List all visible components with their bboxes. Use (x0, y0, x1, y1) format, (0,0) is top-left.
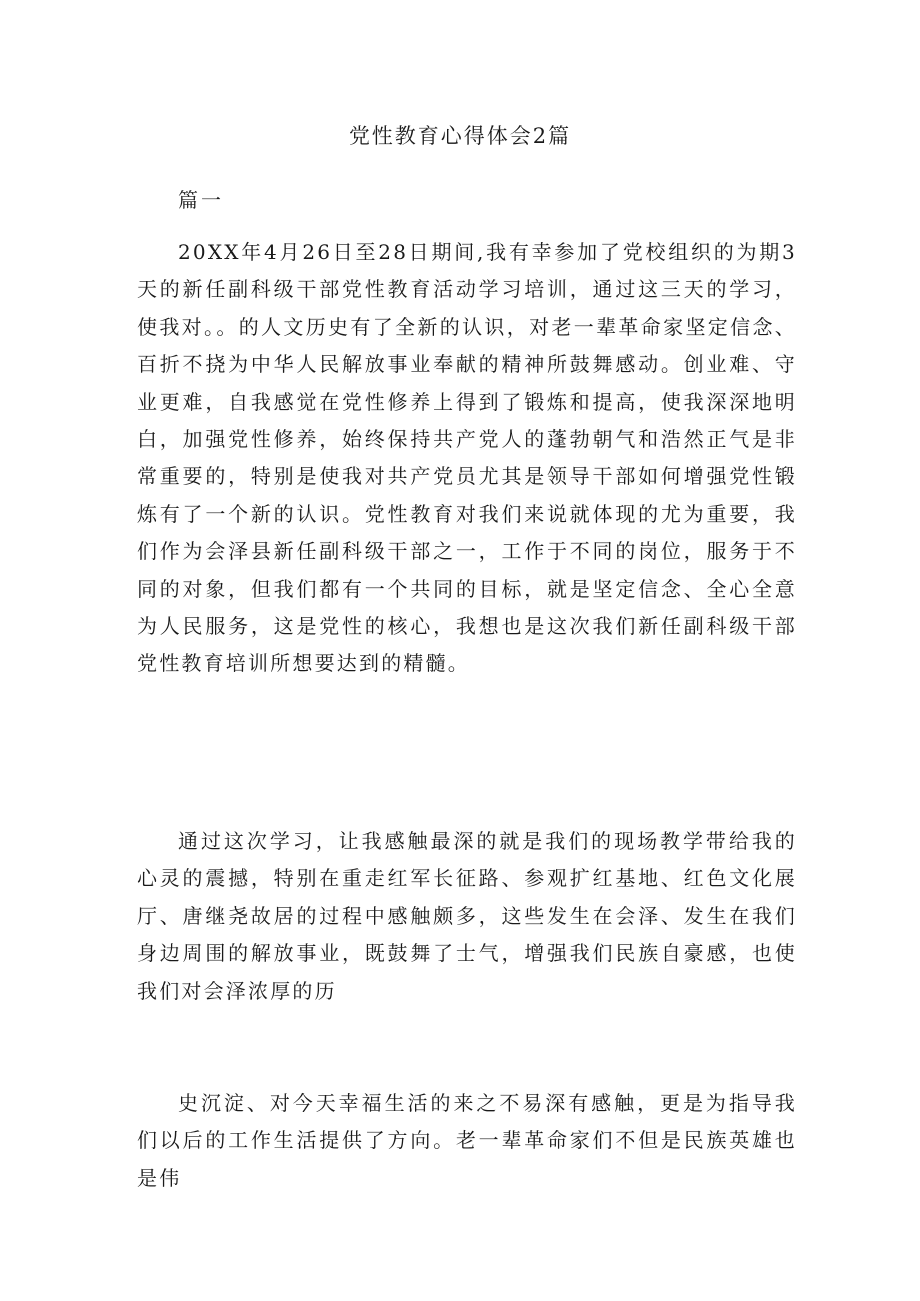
paragraph: 20XX年4月26日至28日期间,我有幸参加了党校组织的为期3天的新任副科级干部党性教育活动学习培训，通过这三天的学习，使我对。。的人文历史有了全新的认识，对老一辈革命家坚定信念、百折不挠为中华人民解放事业奉献的精神所鼓舞感动。创业难、守业更难，自我感觉在党性修养上得到了锻炼和提高，使我深深地明白，加强党性修养，始终保持共产党人的蓬勃朝气和浩然正气是非常重要的，特别是使我对共产党员尤其是领导干部如何增强党性锻炼有了一个新的认识。党性教育对我们来说就体现的尤为重要，我们作为会泽县新任副科级干部之一，工作于不同的岗位，服务于不同的对象，但我们都有一个共同的目标，就是坚定信念、全心全意为人民服务，这是党性的核心，我想也是这次我们新任副科级干部党性教育培训所想要达到的精髓。 (137, 240, 797, 676)
paragraph: 史沉淀、对今天幸福生活的来之不易深有感触，更是为指导我们以后的工作生活提供了方向。老一辈革命家们不但是民族英雄也是伟 (137, 1091, 797, 1190)
document-title: 党性教育心得体会2篇 (348, 124, 572, 148)
section-label: 篇一 (178, 188, 224, 212)
paragraph: 通过这次学习，让我感触最深的就是我们的现场教学带给我的心灵的震撼，特别在重走红军长征路、参观扩红基地、红色文化展厅、唐继尧故居的过程中感触颇多，这些发生在会泽、发生在我们身边周围的解放事业，既鼓舞了士气，增强我们民族自豪感，也使我们对会泽浓厚的历 (137, 829, 797, 1003)
